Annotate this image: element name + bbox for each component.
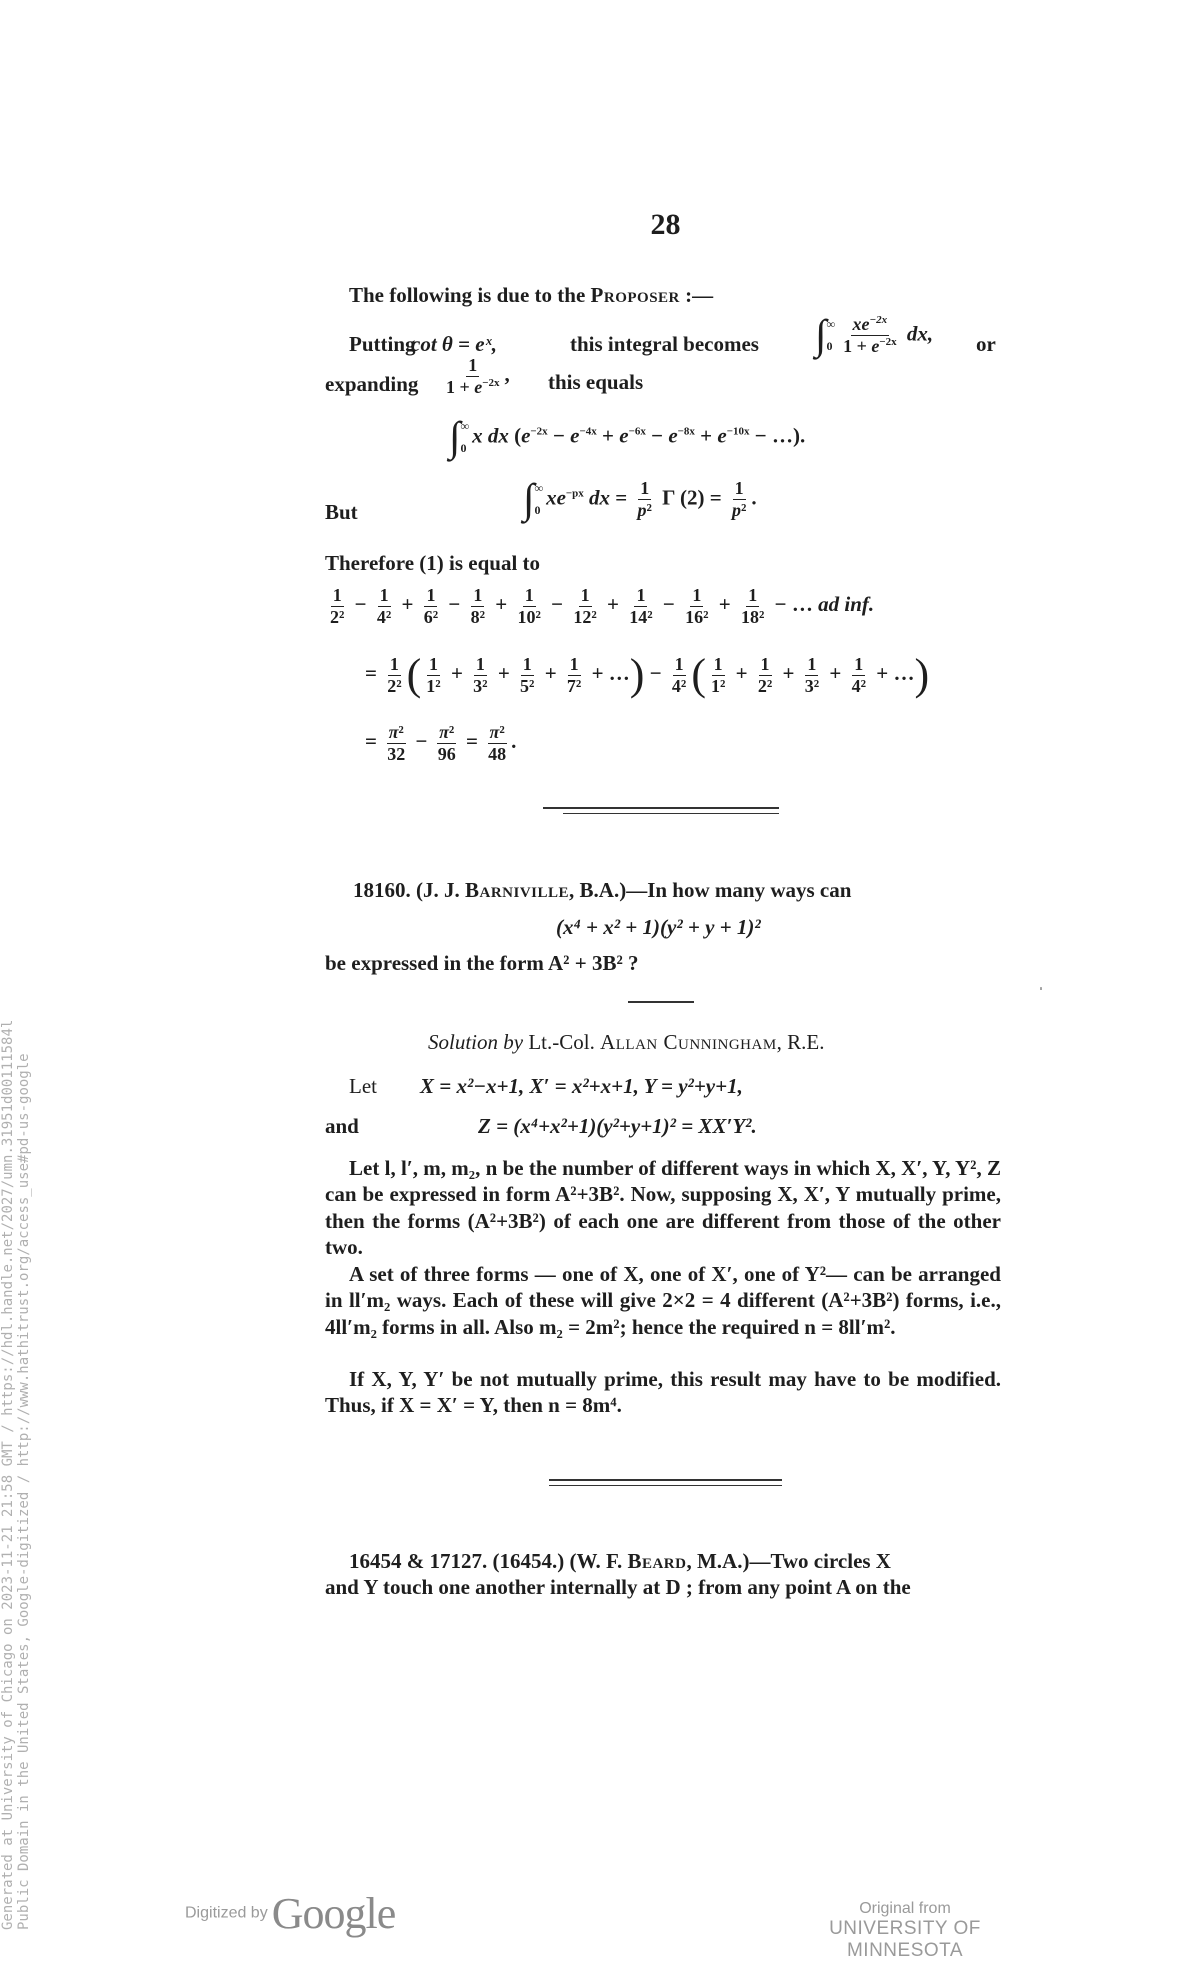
section-separator xyxy=(543,807,779,809)
section-separator-2-thin xyxy=(549,1485,782,1486)
and-label: and xyxy=(325,1114,359,1138)
problem-16454-number: 16454 & 17127. xyxy=(349,1549,488,1573)
putting-substitution xyxy=(411,331,497,357)
putting-label: Putting xyxy=(349,332,416,356)
intro-suffix: :— xyxy=(679,283,714,307)
this-equals: this equals xyxy=(548,370,644,394)
expanding-fraction: $\frac{1}{1 + e^{-2x}}$ , xyxy=(446,355,510,397)
hathitrust-sidebar-note xyxy=(0,980,32,1930)
expanding-label: expanding xyxy=(325,372,419,396)
google-digitized-mark xyxy=(185,1888,395,1939)
google-logo: Google xyxy=(271,1889,396,1938)
let-equation: X = x²−x+1, X′ = x²+x+1, Y = y²+y+1, xyxy=(420,1074,743,1098)
cot-substitution: cot θ = eˣ, xyxy=(411,332,497,356)
problem-form-text: be expressed in the form A² + 3B² ? xyxy=(325,951,639,975)
sidebar-note-line1: Generated at University of Chicago on 2023-11-21 21:58 GMT / https://hdl.handle.net/2027/umn.31951d00111584l xyxy=(0,1019,16,1930)
solution-para-3: If X, Y, Y′ be not mutually prime, this result may have to be modified. Thus, if X = X′ = Y, then n = 8m⁴. xyxy=(325,1367,1001,1418)
author-name: Barniville xyxy=(465,878,570,902)
solution-para-1: Let l, l′, m, m₂, n be the number of different ways in which X, X′, Y, Y², Z can be expressed in form A²+3B². Now, supposing X, X′, Y mutually prime, then the forms (A²+3B²) of each one are different from those of the other two. xyxy=(325,1156,1001,1259)
section-separator-thin xyxy=(563,813,779,814)
problem-16454-line-2: and Y touch one another internally at D ; from any point A on the xyxy=(325,1575,911,1599)
series-integral: ∫ ∞ 0 x dx ($e^{-2x} - e^{-4x} + e^{-6x} - e^{-8x} + e^{-10x}$ − …). xyxy=(449,414,806,461)
putting-text: this integral becomes xyxy=(570,332,759,356)
section-separator-2 xyxy=(549,1479,782,1481)
ad-inf: ad inf. xyxy=(818,592,875,617)
problem-16454-line-1 xyxy=(349,1548,891,1574)
proof-intro xyxy=(349,282,713,308)
author-prefix: (J. J. xyxy=(416,878,465,902)
solution-para-2: A set of three forms — one of X, one of X′, one of Y²— can be arranged in ll′m₂ ways. Each of these will give 2×2 = 4 different (A²+3B²) forms, i.e., 4ll′m₂ forms in all. Also m₂ = 2m²; hence the required n = 8ll′m². xyxy=(325,1262,1001,1339)
university-text: UNIVERSITY OF MINNESOTA xyxy=(829,1918,981,1961)
series-line-1: $\frac{1}{\text{2²}}$ − $\frac{1}{\text{4²}}$ + $\frac{1}{\text{6²}}$ − $\frac{1}{\text{8²}}$ + $\frac{1}{\text{10²}}$ − $\frac{1}{\text{12²}}$ + $\frac{1}{\text{14²}}$ − $\frac{1}{\text{16²}}$ + $\frac{1}{\text{18²}}$ − … ad inf. xyxy=(330,585,875,627)
problem-16454-author: Beard xyxy=(627,1549,687,1573)
original-from-text: Original from xyxy=(859,1900,951,1917)
let-label: Let xyxy=(349,1074,377,1098)
stray-mark: ˌ xyxy=(1038,970,1044,990)
series-line-2: = $\frac{1}{\text{2²}}$ ( $\frac{1}{\text{1²}}$ + $\frac{1}{\text{3²}}$ + $\frac{1}{\text{5²}}$ + $\frac{1}{\text{7²}}$ + …) − $\frac{1}{\text{4²}}$ ( $\frac{1}{\text{1²}}$ + $\frac{1}{\text{2²}}$ + $\frac{1}{\text{3²}}$ + $\frac{1}{\text{4²}}$ + …) xyxy=(365,650,930,699)
solution-rank: Lt.-Col. xyxy=(523,1030,601,1054)
series-line-3: = $\frac{\text{π²}}{32}$ − $\frac{\text{π²}}{96}$ = $\frac{\text{π²}}{48}$ . xyxy=(365,722,517,764)
solution-name: Allan Cunningham xyxy=(600,1030,777,1054)
author-suffix: , B.A.)—In how many ways can xyxy=(569,878,852,902)
digitized-by-text: Digitized by xyxy=(185,1904,268,1922)
or-text: or xyxy=(976,332,996,356)
page-number: 28 xyxy=(650,208,681,241)
but-label: But xyxy=(325,500,358,524)
problem-number: 18160. xyxy=(353,878,411,902)
integral-1: ∫ ∞ 0 $\frac{xe^{-2x}}{1 + e^{-2x}}$ dx, xyxy=(815,312,934,359)
solution-suffix: , R.E. xyxy=(776,1030,825,1054)
therefore-text: Therefore (1) is equal to xyxy=(325,551,541,575)
problem-expression: (x⁴ + x² + 1)(y² + y + 1)² xyxy=(556,915,761,939)
problem-18160-header xyxy=(353,877,851,903)
short-separator xyxy=(628,1001,694,1003)
intro-prefix: The following is due to the xyxy=(349,283,591,307)
gamma-integral: ∫ ∞ 0 $xe^{-px}$ dx = $\frac{1}{\text{p²}}$ Γ (2) = $\frac{1}{\text{p²}}$ . xyxy=(523,476,757,523)
original-from-mark xyxy=(770,1900,1040,1962)
and-equation: Z = (x⁴+x²+1)(y²+y+1)² = XX′Y². xyxy=(478,1114,757,1138)
solution-header xyxy=(428,1029,825,1055)
sidebar-note-line2: Public Domain in the United States, Google-digitized / http://www.hathitrust.org/access_use#pd-us-google xyxy=(16,1053,32,1930)
problem-16454-text-1: , M.A.)—Two circles X xyxy=(686,1549,891,1573)
proposer-name: Proposer xyxy=(590,283,680,307)
problem-16454-prefix: (16454.) (W. F. xyxy=(487,1549,628,1573)
solution-label: Solution by xyxy=(428,1030,524,1054)
